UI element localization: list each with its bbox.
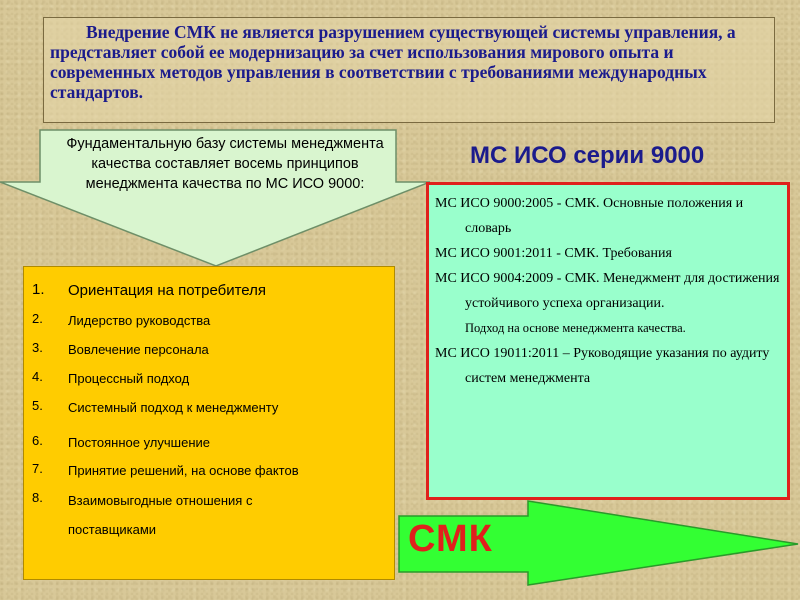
series-title: МС ИСО серии 9000 — [470, 142, 705, 169]
principle-number: 2. — [32, 311, 43, 326]
smk-right-arrow — [398, 500, 800, 586]
principle-number: 1. — [32, 281, 45, 298]
principle-number: 3. — [32, 340, 43, 355]
foundation-down-arrow — [0, 128, 430, 268]
principle-item — [24, 340, 394, 362]
principle-label: Ориентация на потребителя — [68, 282, 267, 299]
principle-item — [24, 433, 394, 455]
principle-item — [24, 369, 394, 391]
principle-number: 6. — [32, 433, 43, 448]
principle-item — [24, 461, 394, 483]
intro-box — [43, 17, 775, 123]
principle-item — [24, 311, 394, 333]
standard-item: МС ИСО 9000:2005 - СМК. Основные положения и словарь — [435, 196, 744, 236]
principle-item — [24, 398, 394, 420]
principle-label: Процессный подход — [68, 371, 190, 386]
principle-label: Лидерство руководства — [68, 313, 211, 328]
foundation-text: Фундаментальную базу системы менеджмента качества составляет восемь принципов менеджмента качества по МС ИСО 9000: — [66, 136, 384, 192]
smk-label: СМК — [408, 518, 493, 560]
standard-note: Подход на основе менеджмента качества. — [465, 321, 686, 335]
principle-number: 4. — [32, 369, 43, 384]
principle-label: Постоянное улучшение — [68, 435, 210, 450]
standards-box — [426, 182, 790, 500]
principles-box — [23, 266, 395, 580]
principle-number: 7. — [32, 461, 43, 476]
principle-item — [24, 490, 394, 537]
standard-item: МС ИСО 9001:2011 - СМК. Требования — [435, 246, 672, 261]
principle-item — [24, 281, 394, 303]
principle-number: 8. — [32, 490, 43, 505]
principle-number: 5. — [32, 398, 43, 413]
intro-text: Внедрение СМК не является разрушением существующей системы управления, а представляет собой ее модернизацию за счет использования мирового опыта и современных методов управления в соответствии с требованиями международных стандартов. — [50, 22, 736, 102]
standard-item: МС ИСО 9004:2009 - СМК. Менеджмент для достижения устойчивого успеха организации. — [435, 271, 780, 311]
principle-label: Взаимовыгодные отношения с поставщиками — [68, 493, 253, 537]
principle-label: Принятие решений, на основе фактов — [68, 463, 299, 478]
principle-label: Системный подход к менеджменту — [68, 400, 279, 415]
standard-item: МС ИСО 19011:2011 – Руководящие указания по аудиту систем менеджмента — [435, 346, 770, 386]
principle-label: Вовлечение персонала — [68, 342, 209, 357]
